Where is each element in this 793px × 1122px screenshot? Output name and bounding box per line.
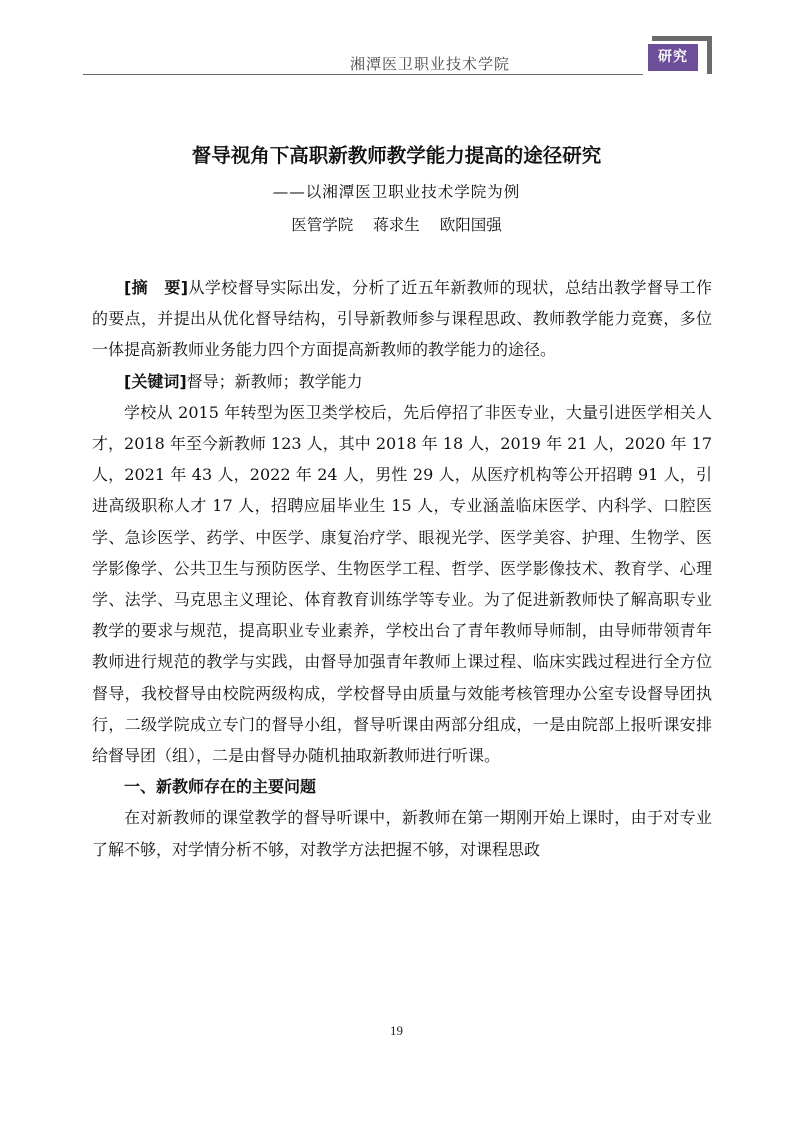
abstract — [92, 272, 712, 366]
article-authors — [83, 213, 710, 235]
body-paragraph: 学校从 2015 年转型为医卫类学校后，先后停招了非医专业，大量引进医学相关人才，2018 年至今新教师 123 人，其中 2018 年 18 人，2019 年 21 人，2020 年 17 人，2021 年 43 人，2022 年 24 人，男性 29 人，从医疗机构等公开招聘 91 人，引进高级职称人才 17 人，招聘应届毕业生 15 人，专业涵盖临床医学、内科学、口腔医学、急诊医学、药学、中医学、康复治疗学、眼视光学、医学美容、护理、生物学、医学影像学、公共卫生与预防医学、生物医学工程、哲学、医学影像技术、教育学、心理学、法学、马克思主义理论、体育教育训练学等专业。为了促进新教师快了解高职专业教学的要求与规范，提高职业专业素养，学校出台了青年教师导师制，由导师带领青年教师进行规范的教学与实践，由督导加强青年教师上课过程、临床实践过程进行全方位督导，我校督导由校院两级构成，学校督导由质量与效能考核管理办公室专设督导团执行，二级学院成立专门的督导小组，督导听课由两部分组成，一是由院部上报听课安排给督导团（组），二是由督导办随机抽取新教师进行听课。 — [92, 402, 712, 766]
keywords-label: [关键词] — [124, 371, 187, 391]
article-subtitle: ——以湘潭医卫职业技术学院为例 — [272, 183, 521, 201]
article-body — [92, 272, 712, 865]
abstract-text: 从学校督导实际出发，分析了近五年新教师的现状，总结出教学督导工作的要点，并提出从优化督导结构，引导新教师参与课程思政、教师教学能力竞赛，多位一体提高新教师业务能力四个方面提高新教师的教学能力的途径。 — [92, 278, 712, 360]
author-name: 蒋求生 — [373, 216, 420, 234]
section-badge: 研究 — [648, 44, 698, 71]
author-name: 欧阳国强 — [439, 216, 502, 234]
keywords-text: 督导；新教师；教学能力 — [186, 371, 363, 391]
author-affiliation: 医管学院 — [291, 216, 354, 234]
article-title: 督导视角下高职新教师教学能力提高的途径研究 — [191, 144, 602, 167]
abstract-label: [摘 要] — [124, 278, 189, 297]
keywords — [92, 366, 712, 397]
header-institution: 湘潭医卫职业技术学院 — [349, 55, 510, 73]
body-paragraph: 在对新教师的课堂教学的督导听课中，新教师在第一期刚开始上课时，由于对专业了解不够，对学情分析不够，对教学方法把握不够，对课程思政 — [92, 808, 712, 859]
header-rule — [83, 74, 643, 75]
section-heading: 一、新教师存在的主要问题 — [124, 777, 317, 797]
page-number: 19 — [390, 1023, 403, 1038]
